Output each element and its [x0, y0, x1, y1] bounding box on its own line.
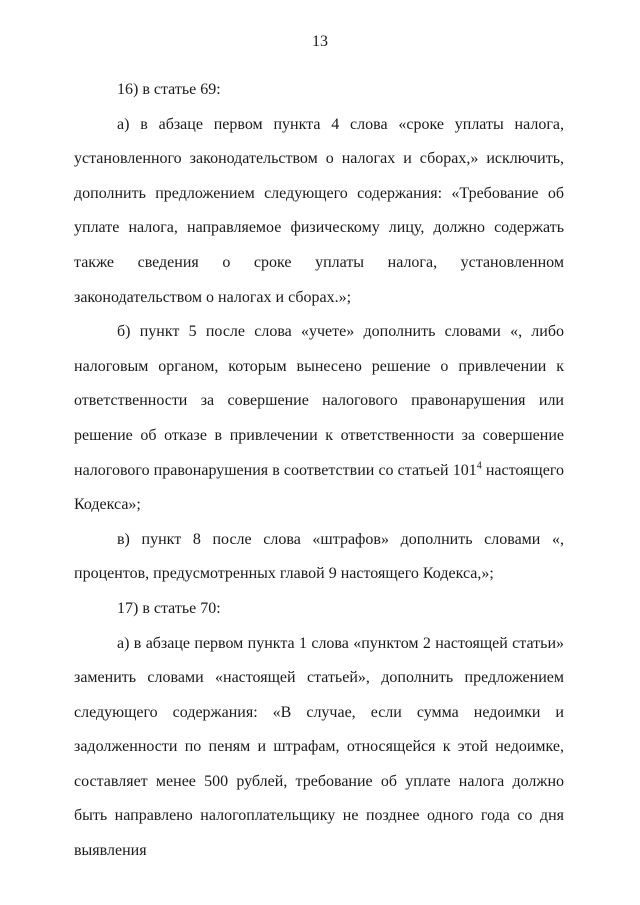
paragraph-article-69-item-a: а) в абзаце первом пункта 4 слова «сроке уплаты налога, установленного законодательством о налогах и сборах,» исключить, дополнить предложением следующего содержания: «Требование об уплате налога, направляемое физическому лицу, должно содержать также сведения о сроке уплаты налога, установленном законодательством о налогах и сборах.»;	[74, 115, 564, 306]
paragraph-article-69-item-b	[74, 315, 564, 523]
paragraph-text: б) пункт 5 после слова «учете» дополнить словами «, либо налоговым органом, которым вынесено решение о привлечении к ответственности за совершение налогового правонарушения или решение об отказе в привлечении к ответственности за совершение налогового правонарушения в соответствии со статьей 101	[74, 323, 564, 479]
page-number: 13	[312, 33, 328, 50]
paragraph-article-69-item-v: в) пункт 8 после слова «штрафов» дополнить словами «, процентов, предусмотренных главой 9 настоящего Кодекса,»;	[74, 530, 564, 583]
paragraph-text: настоящего Кодекса»;	[74, 461, 565, 514]
paragraph-article-70-item-a: а) в абзаце первом пункта 1 слова «пунктом 2 настоящей статьи» заменить словами «настоящей статьей», дополнить предложением следующего содержания: «В случае, если сумма недоимки и задолженности по пеням и штрафам, относящейся к этой недоимке, составляет менее 500 рублей, требование об уплате налога должно быть направлено налогоплательщику не позднее одного года со дня выявления	[74, 634, 564, 860]
superscript-index: 4	[476, 460, 482, 472]
document-body	[74, 73, 564, 869]
paragraph-article-70-heading: 17) в статье 70:	[117, 599, 221, 617]
paragraph-article-69-heading: 16) в статье 69:	[117, 81, 221, 98]
